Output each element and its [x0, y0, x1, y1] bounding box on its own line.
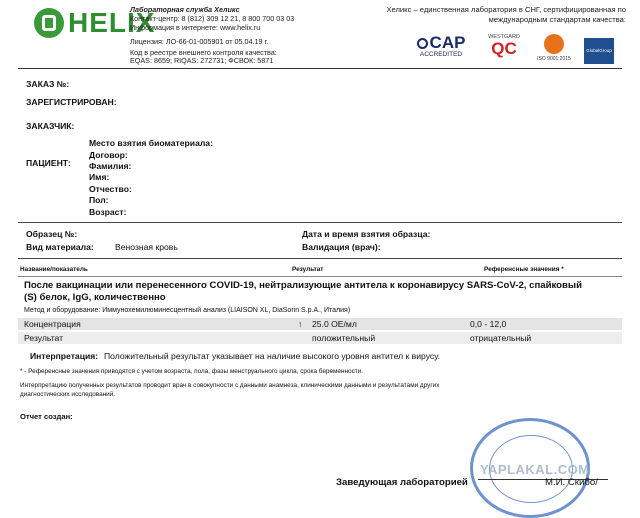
sample-divider: [18, 258, 622, 259]
contact-center: Контакт-центр: 8 (812) 309 12 21, 8 800 700 03 03: [130, 14, 295, 23]
helix-logo: HELIX: [68, 7, 156, 38]
quality-ids: EQAS: 8659; RIQAS: 272731; ФСВОК: 5871: [130, 56, 274, 65]
westgard-qc-badge: WESTGARD QC: [488, 34, 520, 58]
interpretation-label: Интерпретация:: [30, 351, 99, 361]
helix-logo-icon: [34, 8, 64, 38]
head-of-lab-name: М.И. Скибо/: [545, 477, 598, 488]
head-of-lab-label: Заведующая лабораторией: [336, 477, 468, 488]
report-created-label: Отчет создан:: [20, 412, 73, 421]
test-title-line-1: После вакцинации или перенесенного COVID-19, нейтрализующие антитела к коронавирусу SARS-CoV-2, спайковый: [24, 280, 583, 291]
material-value: Венозная кровь: [115, 242, 178, 252]
test-title-line-2: (S) белок, IgG, количественно: [24, 292, 166, 303]
patient-field-biomaterial-place: Место взятия биоматериала:: [89, 138, 213, 148]
global-group-badge: GlobalGroup: [584, 38, 614, 64]
footnote: * - Референсные значения приводятся с учетом возраста, пола, фазы менструального цикла, срока беременности.: [20, 368, 364, 375]
certification-title: Хеликс – единственная лаборатория в СНГ, сертифицированная по международным стандартам качества:: [386, 5, 626, 24]
col-header-reference: Референсные значения *: [484, 266, 564, 273]
sample-number-label: Образец №:: [26, 229, 78, 239]
row-ref-result: отрицательный: [470, 333, 532, 343]
lab-name: Лабораторная служба Хеликс: [130, 5, 240, 14]
patient-field-surname: Фамилия:: [89, 161, 132, 171]
watermark: YAPLAKAL.COM: [480, 462, 590, 477]
row-name-concentration: Концентрация: [24, 319, 81, 329]
col-header-name: Название/показатель: [20, 266, 88, 273]
patient-field-age: Возраст:: [89, 207, 127, 217]
interpretation-note-line-1: Интерпретацию полученных результатов проводит врач в совокупности с данными анамнеза, клиническими данными и результатами других: [20, 382, 440, 389]
interpretation-text: Положительный результат указывает на наличие высокого уровня антител к вирусу.: [104, 351, 441, 361]
interpretation-note-line-2: диагностических исследований.: [20, 391, 116, 398]
patient-field-name: Имя:: [89, 172, 110, 182]
quality-code: Код в реестре внешнего контроля качества:: [130, 48, 277, 57]
row-result-result: положительный: [312, 333, 376, 343]
header-divider: [18, 68, 622, 69]
order-number-label: ЗАКАЗ №:: [26, 79, 70, 89]
row-name-result: Результат: [24, 333, 64, 343]
patient-field-sex: Пол:: [89, 195, 109, 205]
patient-label: ПАЦИЕНТ:: [26, 158, 71, 168]
report-header: [0, 0, 640, 66]
table-header-divider: [18, 276, 622, 277]
row-result-concentration: 25.0 ОЕ/мл: [312, 319, 357, 329]
website-info: Информация в интернете: www.helix.ru: [130, 23, 261, 32]
material-label: Вид материала:: [26, 242, 94, 252]
row-ref-concentration: 0,0 - 12,0: [470, 319, 507, 329]
registered-label: ЗАРЕГИСТРИРОВАН:: [26, 97, 117, 107]
col-header-result: Результат: [292, 266, 324, 273]
order-divider: [18, 222, 622, 223]
patient-field-patronymic: Отчество:: [89, 184, 132, 194]
high-arrow-icon: ↑: [298, 319, 303, 329]
patient-field-contract: Договор:: [89, 150, 128, 160]
license: Лицензия: ЛО-66-01-005901 от 05.04.19 г.: [130, 37, 269, 46]
test-method: Метод и оборудование: Иммунохемилюминесцентный анализ (LIAISON XL, DiaSorin S.p.A., Италия): [24, 307, 351, 314]
iso-badge: ISO 9001:2015: [534, 34, 574, 62]
validation-label: Валидация (врач):: [302, 242, 381, 252]
sample-datetime-label: Дата и время взятия образца:: [302, 229, 431, 239]
cap-accredited-badge: CAP ACCREDITED: [410, 34, 472, 62]
customer-label: ЗАКАЗЧИК:: [26, 121, 75, 131]
